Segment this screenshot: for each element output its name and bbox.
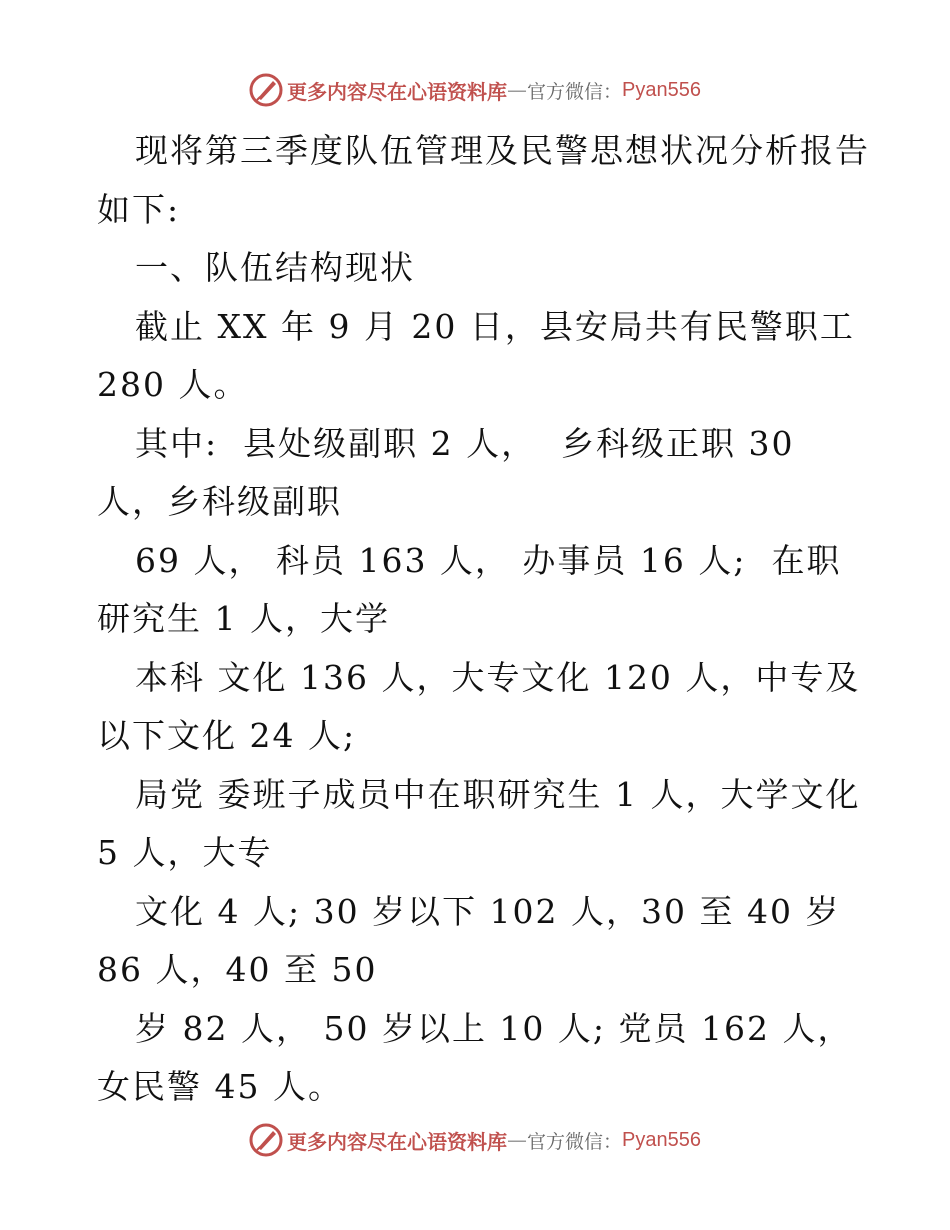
body-line: 280 人。 — [97, 365, 249, 404]
body-line: 以下文化 24 人; — [97, 716, 357, 755]
quill-logo-icon — [249, 73, 283, 107]
watermark-dash: — — [507, 1128, 527, 1152]
body-line: 截止 XX 年 9 月 20 日，县安局共有民警职工 — [135, 306, 855, 346]
body-line: 本科 文化 136 人，大专文化 120 人，中专及 — [135, 657, 861, 697]
body-line: 86 人，40 至 50 — [97, 950, 378, 989]
watermark-brand: 更多内容尽在心语资料库 — [287, 79, 507, 104]
section-heading: 一、队伍结构现状 — [135, 248, 415, 287]
body-line: 文化 4 人; 30 岁以下 102 人，30 至 40 岁 — [135, 891, 841, 931]
watermark-label: 官方微信： — [527, 80, 623, 103]
body-line: 局党 委班子成员中在职研究生 1 人，大学文化 — [135, 774, 861, 814]
quill-logo-icon — [249, 1123, 283, 1157]
body-line: 研究生 1 人，大学 — [97, 599, 390, 638]
watermark-id: Pyan556 — [622, 78, 701, 101]
body-line: 女民警 45 人。 — [97, 1067, 343, 1106]
body-line: 岁 82 人， 50 岁以上 10 人; 党员 162 人， — [135, 1008, 853, 1048]
document-body — [97, 122, 870, 1117]
header-watermark — [0, 70, 950, 110]
body-line: 其中: 县处级副职 2 人， 乡科级正职 30 — [135, 423, 795, 463]
body-line: 69 人， 科员 163 人， 办事员 16 人; 在职 — [135, 540, 842, 580]
watermark-brand: 更多内容尽在心语资料库 — [287, 1129, 507, 1154]
footer-watermark — [0, 1120, 950, 1160]
body-line: 如下: — [97, 189, 181, 229]
watermark-id: Pyan556 — [622, 1128, 701, 1151]
body-line: 5 人，大专 — [97, 833, 273, 872]
body-line: 人，乡科级副职 — [97, 482, 342, 521]
watermark-label: 官方微信： — [527, 1130, 623, 1153]
body-line: 现将第三季度队伍管理及民警思想状况分析报告 — [135, 131, 870, 170]
watermark-dash: — — [507, 78, 527, 102]
